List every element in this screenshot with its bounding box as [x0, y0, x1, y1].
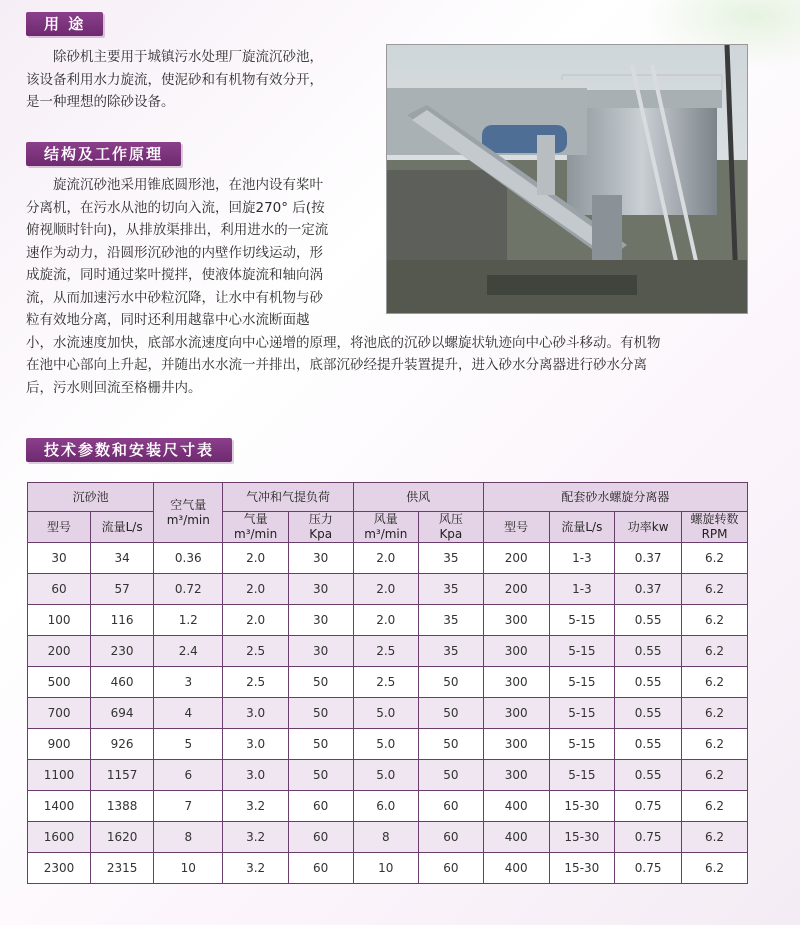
- cell-sep-power: 0.75: [615, 853, 682, 884]
- principle-line: 粒有效地分离，同时还利用越靠中心水流断面越: [26, 312, 310, 328]
- header-sand-tank: 沉砂池: [28, 483, 154, 512]
- cell-supply-air: 2.0: [353, 605, 418, 636]
- cell-air: 7: [154, 791, 223, 822]
- cell-flow: 1157: [91, 760, 154, 791]
- cell-supply-pressure: 35: [418, 543, 483, 574]
- equipment-photo: [386, 44, 748, 314]
- cell-supply-pressure: 60: [418, 791, 483, 822]
- principle-line: 流，从而加速污水中砂粒沉降，让水中有机物与砂: [26, 289, 323, 306]
- cell-air: 6: [154, 760, 223, 791]
- cell-flow: 34: [91, 543, 154, 574]
- cell-sep-speed: 6.2: [682, 574, 748, 605]
- cell-lift-air: 3.2: [223, 822, 288, 853]
- cell-model: 200: [28, 636, 91, 667]
- cell-sep-flow: 5-15: [549, 636, 615, 667]
- cell-sep-model: 200: [483, 543, 549, 574]
- cell-lift-air: 2.0: [223, 543, 288, 574]
- cell-sep-flow: 1-3: [549, 574, 615, 605]
- cell-supply-pressure: 50: [418, 760, 483, 791]
- subheader-flow: 流量L/s: [91, 512, 154, 543]
- subheader-sep-speed-label: 螺旋转数: [690, 512, 739, 526]
- cell-sep-model: 400: [483, 822, 549, 853]
- cell-sep-power: 0.75: [615, 822, 682, 853]
- cell-flow: 57: [91, 574, 154, 605]
- table-row: [28, 822, 748, 853]
- cell-supply-air: 2.0: [353, 574, 418, 605]
- cell-supply-air: 2.0: [353, 543, 418, 574]
- cell-lift-pressure: 30: [288, 574, 353, 605]
- cell-lift-air: 3.0: [223, 729, 288, 760]
- subheader-sep-flow: 流量L/s: [549, 512, 615, 543]
- header-air-unit: m³/min: [166, 512, 210, 527]
- subheader-sep-speed-unit: RPM: [701, 527, 728, 541]
- cell-lift-air: 3.2: [223, 853, 288, 884]
- cell-supply-air: 5.0: [353, 729, 418, 760]
- subheader-supply-air: [353, 512, 418, 543]
- usage-line: 是一种理想的除砂设备。: [26, 94, 175, 110]
- table-subheader-row: [28, 512, 748, 543]
- cell-sep-speed: 6.2: [682, 853, 748, 884]
- cell-lift-air: 3.0: [223, 760, 288, 791]
- cell-sep-power: 0.55: [615, 698, 682, 729]
- cell-sep-power: 0.55: [615, 605, 682, 636]
- cell-sep-model: 300: [483, 760, 549, 791]
- cell-supply-air: 10: [353, 853, 418, 884]
- subheader-lift-air-label: 气量: [243, 512, 268, 526]
- subheader-supply-air-unit: m³/min: [364, 527, 408, 541]
- cell-supply-pressure: 60: [418, 853, 483, 884]
- table-row: [28, 791, 748, 822]
- cell-air: 8: [154, 822, 223, 853]
- cell-flow: 2315: [91, 853, 154, 884]
- principle-heading: 结构及工作原理: [26, 142, 181, 166]
- cell-model: 700: [28, 698, 91, 729]
- principle-line: 成旋流，同时通过桨叶搅拌，使液体旋流和轴向涡: [26, 267, 323, 283]
- cell-flow: 926: [91, 729, 154, 760]
- cell-sep-speed: 6.2: [682, 698, 748, 729]
- cell-sep-flow: 5-15: [549, 729, 615, 760]
- table-row: [28, 729, 748, 760]
- cell-sep-power: 0.55: [615, 667, 682, 698]
- cell-lift-air: 2.5: [223, 636, 288, 667]
- subheader-supply-pressure-label: 风压: [438, 512, 463, 526]
- cell-sep-model: 300: [483, 605, 549, 636]
- cell-lift-air: 2.0: [223, 605, 288, 636]
- cell-sep-flow: 15-30: [549, 822, 615, 853]
- subheader-lift-pressure-label: 压力: [308, 512, 333, 526]
- subheader-sep-power: 功率kw: [615, 512, 682, 543]
- cell-air: 4: [154, 698, 223, 729]
- usage-text: [26, 46, 323, 114]
- table-row: [28, 698, 748, 729]
- cell-lift-air: 2.0: [223, 574, 288, 605]
- cell-sep-model: 300: [483, 667, 549, 698]
- cell-supply-pressure: 50: [418, 667, 483, 698]
- cell-sep-model: 200: [483, 574, 549, 605]
- cell-model: 900: [28, 729, 91, 760]
- cell-supply-air: 6.0: [353, 791, 418, 822]
- cell-sep-speed: 6.2: [682, 605, 748, 636]
- subheader-supply-pressure-unit: Kpa: [439, 527, 463, 541]
- header-separator: 配套砂水螺旋分离器: [483, 483, 747, 512]
- table-row: [28, 667, 748, 698]
- principle-line: 旋流沉砂池采用锥底圆形池，在池内设有桨叶: [53, 177, 323, 193]
- cell-sep-flow: 5-15: [549, 605, 615, 636]
- header-air-label: 空气量: [170, 497, 207, 512]
- cell-model: 1600: [28, 822, 91, 853]
- cell-supply-air: 5.0: [353, 760, 418, 791]
- cell-sep-flow: 5-15: [549, 667, 615, 698]
- subheader-supply-pressure: [418, 512, 483, 543]
- table-row: [28, 574, 748, 605]
- cell-supply-air: 5.0: [353, 698, 418, 729]
- cell-flow: 460: [91, 667, 154, 698]
- cell-sep-model: 300: [483, 698, 549, 729]
- cell-sep-speed: 6.2: [682, 760, 748, 791]
- cell-lift-pressure: 50: [288, 698, 353, 729]
- cell-sep-power: 0.55: [615, 636, 682, 667]
- cell-sep-model: 300: [483, 729, 549, 760]
- subheader-supply-air-label: 风量: [373, 512, 398, 526]
- cell-sep-power: 0.37: [615, 543, 682, 574]
- cell-sep-power: 0.55: [615, 760, 682, 791]
- cell-model: 500: [28, 667, 91, 698]
- cell-model: 60: [28, 574, 91, 605]
- cell-supply-pressure: 50: [418, 698, 483, 729]
- cell-sep-model: 400: [483, 853, 549, 884]
- subheader-lift-pressure: [288, 512, 353, 543]
- table-row: [28, 605, 748, 636]
- cell-air: 0.72: [154, 574, 223, 605]
- cell-air: 5: [154, 729, 223, 760]
- cell-supply-pressure: 35: [418, 605, 483, 636]
- cell-lift-pressure: 60: [288, 822, 353, 853]
- cell-sep-flow: 5-15: [549, 698, 615, 729]
- subheader-sep-model: 型号: [483, 512, 549, 543]
- cell-model: 100: [28, 605, 91, 636]
- table-row: [28, 543, 748, 574]
- cell-sep-power: 0.75: [615, 791, 682, 822]
- cell-sep-speed: 6.2: [682, 543, 748, 574]
- cell-supply-pressure: 35: [418, 574, 483, 605]
- cell-air: 2.4: [154, 636, 223, 667]
- principle-line: 分离机，在污水从池的切向入流，回旋270° 后(按: [26, 199, 325, 216]
- subheader-model: 型号: [28, 512, 91, 543]
- cell-flow: 230: [91, 636, 154, 667]
- cell-model: 1400: [28, 791, 91, 822]
- cell-sep-speed: 6.2: [682, 791, 748, 822]
- cell-air: 0.36: [154, 543, 223, 574]
- principle-line: 小，水流速度加快，底部水流速度向中心递增的原理，将池底的沉砂以螺旋状轨迹向中心砂斗移动。有机物: [26, 334, 661, 351]
- table-row: [28, 760, 748, 791]
- cell-lift-pressure: 30: [288, 605, 353, 636]
- cell-air: 1.2: [154, 605, 223, 636]
- subheader-lift-air-unit: m³/min: [234, 527, 278, 541]
- principle-line: 速作为动力，沿圆形沉砂池的内壁作切线运动，形: [26, 244, 323, 261]
- cell-sep-flow: 5-15: [549, 760, 615, 791]
- subheader-lift-pressure-unit: Kpa: [309, 527, 333, 541]
- cell-model: 1100: [28, 760, 91, 791]
- cell-sep-power: 0.55: [615, 729, 682, 760]
- cell-lift-pressure: 60: [288, 853, 353, 884]
- subheader-lift-air: [223, 512, 288, 543]
- table-body: [28, 543, 748, 884]
- cell-model: 30: [28, 543, 91, 574]
- cell-lift-air: 2.5: [223, 667, 288, 698]
- principle-line: 后，污水则回流至格栅井内。: [26, 379, 202, 396]
- cell-sep-speed: 6.2: [682, 667, 748, 698]
- cell-sep-speed: 6.2: [682, 822, 748, 853]
- cell-air: 10: [154, 853, 223, 884]
- principle-line: 俯视顺时针向)，从排放渠排出，利用进水的一定流: [26, 222, 329, 238]
- principle-line: 在池中心部向上升起，并随出水水流一并排出，底部沉砂经提升装置提升，进入砂水分离器进行砂水分离: [26, 357, 647, 373]
- table-row: [28, 853, 748, 884]
- cell-lift-pressure: 50: [288, 729, 353, 760]
- cell-supply-air: 2.5: [353, 667, 418, 698]
- cell-supply-air: 8: [353, 822, 418, 853]
- cell-lift-pressure: 50: [288, 667, 353, 698]
- cell-flow: 116: [91, 605, 154, 636]
- cell-lift-air: 3.0: [223, 698, 288, 729]
- cell-air: 3: [154, 667, 223, 698]
- cell-model: 2300: [28, 853, 91, 884]
- spec-table: [27, 482, 748, 884]
- usage-line: 该设备利用水力旋流，使泥砂和有机物有效分开，: [26, 71, 323, 88]
- subheader-sep-speed: [682, 512, 748, 543]
- cell-flow: 694: [91, 698, 154, 729]
- usage-heading: 用 途: [26, 12, 103, 36]
- cell-sep-power: 0.37: [615, 574, 682, 605]
- cell-lift-pressure: 50: [288, 760, 353, 791]
- cell-sep-model: 300: [483, 636, 549, 667]
- cell-sep-flow: 15-30: [549, 791, 615, 822]
- usage-line: 除砂机主要用于城镇污水处理厂旋流沉砂池，: [53, 49, 323, 65]
- cell-supply-pressure: 35: [418, 636, 483, 667]
- header-air-supply: 供风: [353, 483, 483, 512]
- params-heading: 技术参数和安装尺寸表: [26, 438, 232, 462]
- cell-lift-pressure: 60: [288, 791, 353, 822]
- cell-lift-pressure: 30: [288, 543, 353, 574]
- header-air-volume: [154, 483, 223, 543]
- header-lift-load: 气冲和气提负荷: [223, 483, 353, 512]
- cell-sep-flow: 1-3: [549, 543, 615, 574]
- cell-sep-speed: 6.2: [682, 636, 748, 667]
- cell-sep-flow: 15-30: [549, 853, 615, 884]
- cell-lift-pressure: 30: [288, 636, 353, 667]
- cell-supply-pressure: 50: [418, 729, 483, 760]
- cell-supply-air: 2.5: [353, 636, 418, 667]
- table-row: [28, 636, 748, 667]
- cell-sep-speed: 6.2: [682, 729, 748, 760]
- cell-sep-model: 400: [483, 791, 549, 822]
- cell-flow: 1620: [91, 822, 154, 853]
- cell-supply-pressure: 60: [418, 822, 483, 853]
- cell-lift-air: 3.2: [223, 791, 288, 822]
- table-header-row: [28, 483, 748, 512]
- cell-flow: 1388: [91, 791, 154, 822]
